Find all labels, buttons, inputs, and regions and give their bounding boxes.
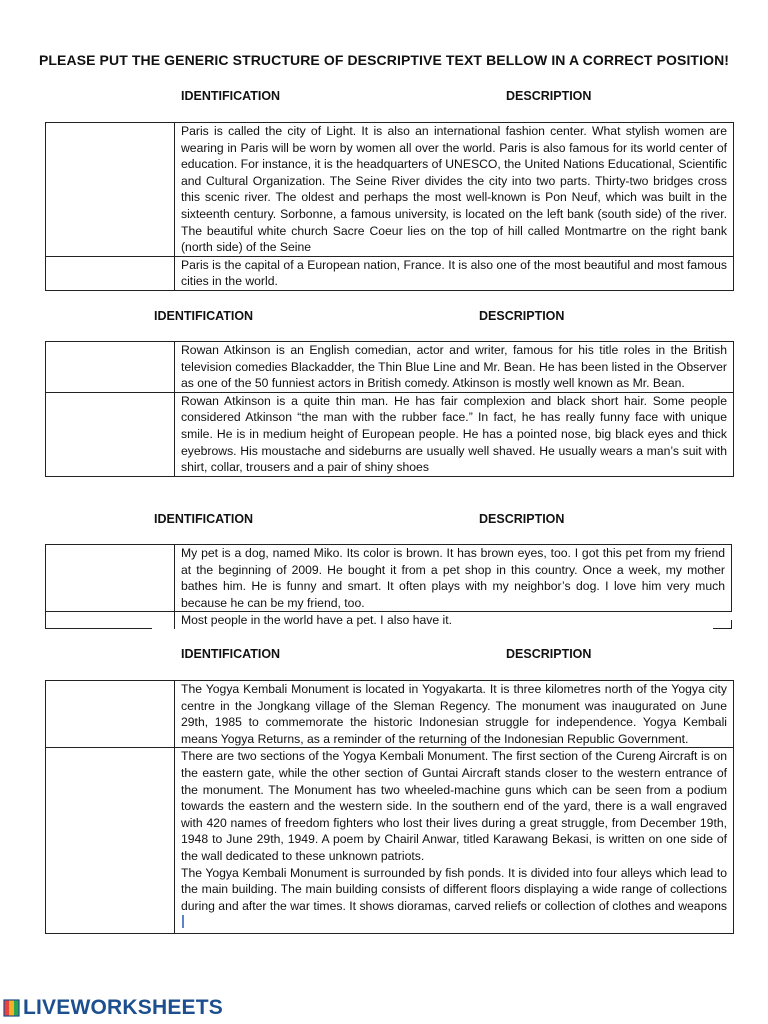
- description-header: DESCRIPTION: [506, 647, 592, 661]
- table-row: [46, 393, 733, 477]
- table-row: [46, 123, 733, 257]
- text-cell: My pet is a dog, named Miko. Its color is brown. It has brown eyes, too. I got this pet from my friend at the beginning of 2009. He bought it from a pet shop in this country. Once a week, my mother bathes him. He is funny and smart. It often plays with my neighbor’s dog. I love him very much because he can be my friend, too.: [181, 546, 725, 610]
- brand-name: LIVEWORKSHEETS: [23, 996, 223, 1019]
- answer-table-4: [45, 680, 734, 934]
- answer-box[interactable]: [46, 545, 175, 611]
- description-header: DESCRIPTION: [479, 309, 565, 323]
- text-cell: Most people in the world have a pet. I also have it.: [181, 613, 452, 628]
- answer-table-1: [45, 122, 734, 291]
- text-caret: [182, 915, 184, 928]
- liveworksheets-logo[interactable]: [3, 995, 223, 1021]
- liveworksheets-logo-icon: [3, 998, 21, 1018]
- answer-table-2: [45, 341, 734, 477]
- divider: [45, 628, 152, 629]
- answer-box[interactable]: [46, 681, 175, 747]
- answer-box[interactable]: [46, 748, 175, 933]
- table-row: [45, 544, 732, 612]
- text-cell: [175, 748, 733, 933]
- paragraph: There are two sections of the Yogya Kembali Monument. The first section of the Cureng Aircraft is on the eastern gate, while the other section of Guntai Aircraft stands closer to the western entrance of the monument. The Monument has two wheeled-machine guns which can be seen from a podium towards the eastern and the western side. In the southern end of the yard, there is a wall engraved with 420 names of freedom fighters who lost their lives during a great struggle, from December 19th, 1948 to June 29th, 1949. A poem by Chairil Anwar, titled Karawang Bekasi, is written on one side of the wall dedicated to these unknown patriots.: [181, 749, 727, 863]
- identification-header: IDENTIFICATION: [154, 512, 254, 526]
- answer-table-3: [45, 544, 732, 629]
- identification-header: IDENTIFICATION: [154, 309, 254, 323]
- table-row: [46, 681, 733, 748]
- description-header: DESCRIPTION: [506, 89, 592, 103]
- text-cell: The Yogya Kembali Monument is located in Yogyakarta. It is three kilometres north of the Yogya city centre in the Jongkang village of the Sleman Regency. The monument was inaugurated on June 29th, 1985 to commemorate the historic Indonesian struggle for independence. Yogya Kembali means Yogya Returns, as a reminder of the returning of the Indonesian Republic Government.: [181, 682, 727, 746]
- answer-box[interactable]: [45, 612, 175, 629]
- paragraph: [181, 865, 727, 931]
- description-header: DESCRIPTION: [479, 512, 565, 526]
- text-cell: Paris is the capital of a European nation, France. It is also one of the most beautiful and most famous cities in the world.: [181, 257, 727, 289]
- divider: [713, 620, 732, 629]
- identification-header: IDENTIFICATION: [181, 89, 281, 103]
- table-row: [46, 748, 733, 934]
- table-row: [45, 612, 732, 629]
- page-title: PLEASE PUT THE GENERIC STRUCTURE OF DESCRIPTIVE TEXT BELLOW IN A CORRECT POSITION!: [38, 52, 730, 68]
- answer-box[interactable]: [46, 342, 175, 392]
- answer-box[interactable]: [46, 257, 175, 290]
- text-cell: Rowan Atkinson is a quite thin man. He has fair complexion and black short hair. Some people considered Atkinson “the man with the rubber face.” In fact, he has really funny face with unique smile. He is in medium height of European people. He has a pointed nose, big black eyes and thick eyebrows. His moustache and sideburns are usually well shaved. He usually wears a man’s suit with shirt, collar, trousers and a pair of shiny shoes: [181, 393, 727, 475]
- table-row: [46, 257, 733, 291]
- text-cell: Paris is called the city of Light. It is also an international fashion center. What stylish women are wearing in Paris will be worn by women all over the world. Paris is also famous for its world center of education. For instance, it is the headquarters of UNESCO, the United Nations Educational, Scientific and Cultural Organization. The Seine River divides the city into two parts. Thirty-two bridges cross this scenic river. The oldest and perhaps the most well-known is Pon Neuf, which was built in the sixteenth century. Sorbonne, a famous university, is located on the left bank (south side) of the river. The beautiful white church Sacre Coeur lies on the top of hill called Montmartre on the right bank (north side) of the Seine: [181, 124, 728, 255]
- answer-box[interactable]: [46, 123, 175, 256]
- table-row: [46, 342, 733, 393]
- identification-header: IDENTIFICATION: [181, 647, 281, 661]
- text-cell: Rowan Atkinson is an English comedian, actor and writer, famous for his title roles in the British television comedies Blackadder, the Thin Blue Line and Mr. Bean. He has been listed in the Observer as one of the 50 funniest actors in British comedy. Atkinson is mostly well known as Mr. Bean.: [181, 343, 727, 391]
- answer-box[interactable]: [46, 393, 175, 476]
- paragraph-text: The Yogya Kembali Monument is surrounded by fish ponds. It is divided into four alleys which lead to the main building. The main building consists of different floors displaying a wide range of collections during and after the war times. It shows dioramas, carved reliefs or collection of clothes and weapons: [181, 865, 727, 913]
